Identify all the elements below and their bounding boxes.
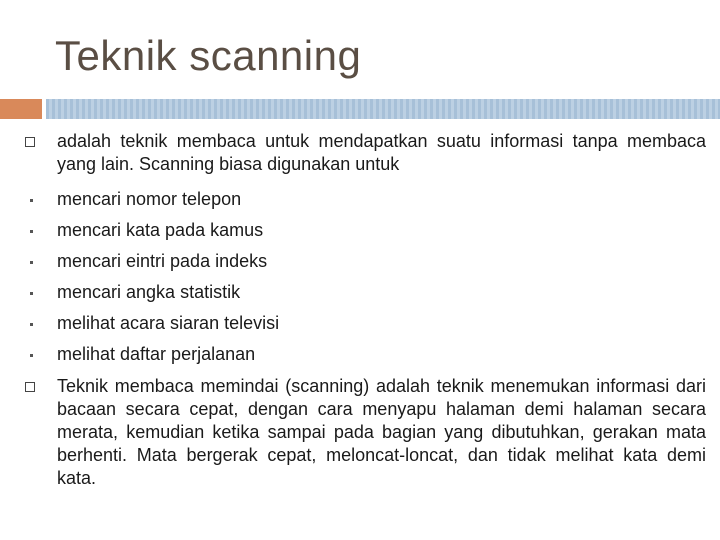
list-item-text: melihat acara siaran televisi bbox=[57, 313, 280, 333]
small-bullet-icon bbox=[30, 292, 33, 295]
list-item bbox=[0, 312, 720, 343]
list-item bbox=[0, 188, 720, 219]
paragraph-scanning-text: Teknik membaca memindai (scanning) adalah teknik menemukan informasi dari bacaan secara cepat, dengan cara menyapu halaman demi halaman secara merata, kemudian ketika sampai pada bagian yang dibutuhkan, gerakan mata berhenti. Mata bergerak cepat, meloncat-loncat, dan tidak melihat kata demi kata. bbox=[57, 376, 706, 488]
list-item-text: melihat daftar perjalanan bbox=[57, 344, 256, 364]
slide-title: Teknik scanning bbox=[55, 32, 362, 79]
small-bullet-icon bbox=[30, 230, 33, 233]
small-bullet-icon bbox=[30, 261, 33, 264]
small-bullet-icon bbox=[30, 323, 33, 326]
list-item-text: mencari eintri pada indeks bbox=[57, 251, 268, 271]
square-bullet-icon bbox=[25, 137, 35, 147]
list-item-text: mencari kata pada kamus bbox=[57, 220, 264, 240]
paragraph-scanning bbox=[0, 375, 720, 490]
paragraph-definition-text: adalah teknik membaca untuk mendapatkan suatu informasi tanpa membaca yang lain. Scanning biasa digunakan untuk bbox=[57, 131, 706, 174]
small-bullet-icon bbox=[30, 354, 33, 357]
list-item bbox=[0, 281, 720, 312]
accent-block bbox=[0, 99, 42, 119]
list-item-text: mencari nomor telepon bbox=[57, 189, 242, 209]
square-bullet-icon bbox=[25, 382, 35, 392]
small-bullet-icon bbox=[30, 199, 33, 202]
list-item bbox=[0, 219, 720, 250]
list-item-text: mencari angka statistik bbox=[57, 282, 241, 302]
accent-bar bbox=[46, 99, 720, 119]
list-item bbox=[0, 343, 720, 374]
slide-content bbox=[0, 130, 720, 490]
list-item bbox=[0, 250, 720, 281]
paragraph-definition bbox=[0, 130, 720, 176]
